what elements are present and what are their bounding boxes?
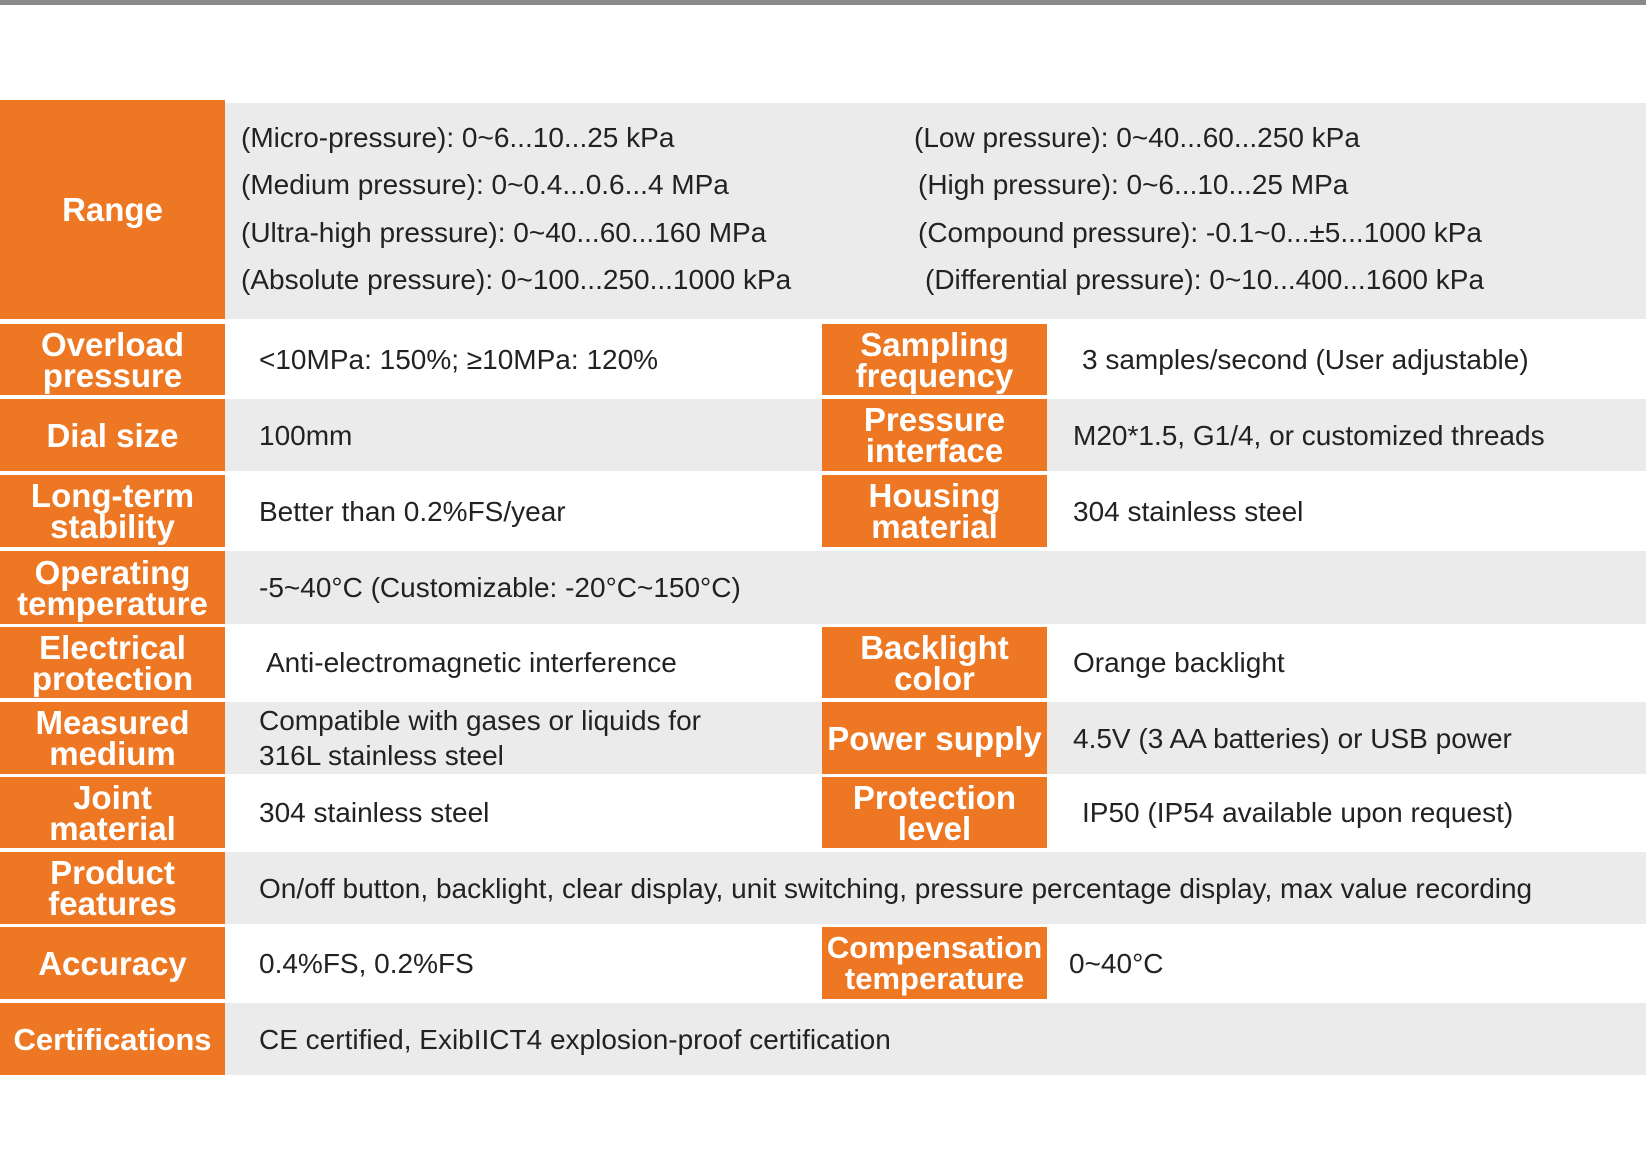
label-accuracy: Accuracy (0, 927, 225, 999)
value-joint-material: 304 stainless steel (259, 797, 490, 828)
value-electrical-protection: Anti-electromagnetic interference (266, 647, 677, 678)
label-long-term-stability: Long-term stability (0, 475, 225, 547)
range-item-micro: (Micro-pressure): 0~6...10...25 kPa (241, 122, 675, 153)
value-accuracy: 0.4%FS, 0.2%FS (259, 947, 474, 979)
label-backlight-color: Backlight color (822, 627, 1047, 698)
label-housing-material: Housing material (822, 475, 1047, 547)
value-certifications: CE certified, ExibIICT4 explosion-proof certification (259, 1023, 891, 1055)
range-item-compound: (Compound pressure): -0.1~0...±5...1000 kPa (918, 217, 1483, 248)
value-protection-level: IP50 (IP54 available upon request) (1082, 797, 1514, 828)
label-power-supply: Power supply (822, 702, 1047, 774)
label-pressure-interface: Pressure interface (822, 399, 1047, 471)
range-item-high: (High pressure): 0~6...10...25 MPa (918, 169, 1349, 200)
value-dial-size: 100mm (259, 419, 353, 451)
label-sampling-frequency: Sampling frequency (822, 324, 1047, 395)
label-protection-level: Protection level (822, 777, 1047, 848)
label-range: Range (0, 100, 225, 319)
range-item-absolute: (Absolute pressure): 0~100...250...1000 kPa (241, 264, 792, 295)
label-dial-size: Dial size (0, 399, 225, 471)
label-joint-material: Joint material (0, 777, 225, 848)
value-pressure-interface: M20*1.5, G1/4, or customized threads (1073, 419, 1545, 451)
value-backlight-color: Orange backlight (1073, 647, 1285, 678)
label-electrical-protection: Electrical protection (0, 627, 225, 698)
value-long-term-stability: Better than 0.2%FS/year (259, 495, 566, 527)
range-item-low: (Low pressure): 0~40...60...250 kPa (914, 122, 1360, 153)
value-product-features: On/off button, backlight, clear display, unit switching, pressure percentage display, max value recording (259, 872, 1533, 904)
label-overload-pressure: Overload pressure (0, 324, 225, 395)
value-power-supply: 4.5V (3 AA batteries) or USB power (1073, 722, 1512, 754)
label-measured-medium: Measured medium (0, 702, 225, 774)
range-item-ultra-high: (Ultra-high pressure): 0~40...60...160 MPa (241, 217, 767, 248)
label-certifications: Certifications (0, 1003, 225, 1075)
range-item-differential: (Differential pressure): 0~10...400...1600 kPa (925, 264, 1485, 295)
label-operating-temperature: Operating temperature (0, 551, 225, 624)
range-item-medium: (Medium pressure): 0~0.4...0.6...4 MPa (241, 169, 729, 200)
value-sampling-frequency: 3 samples/second (User adjustable) (1082, 344, 1529, 375)
value-housing-material: 304 stainless steel (1073, 495, 1304, 527)
value-compensation-temperature: 0~40°C (1069, 947, 1164, 979)
value-operating-temperature: -5~40°C (Customizable: -20°C~150°C) (259, 572, 741, 603)
top-border-line (0, 0, 1646, 5)
value-measured-medium: Compatible with gases or liquids for 316L stainless steel (259, 705, 701, 771)
value-overload-pressure: <10MPa: 150%; ≥10MPa: 120% (259, 344, 659, 375)
label-compensation-temperature: Compensation temperature (822, 927, 1047, 999)
label-product-features: Product features (0, 852, 225, 924)
